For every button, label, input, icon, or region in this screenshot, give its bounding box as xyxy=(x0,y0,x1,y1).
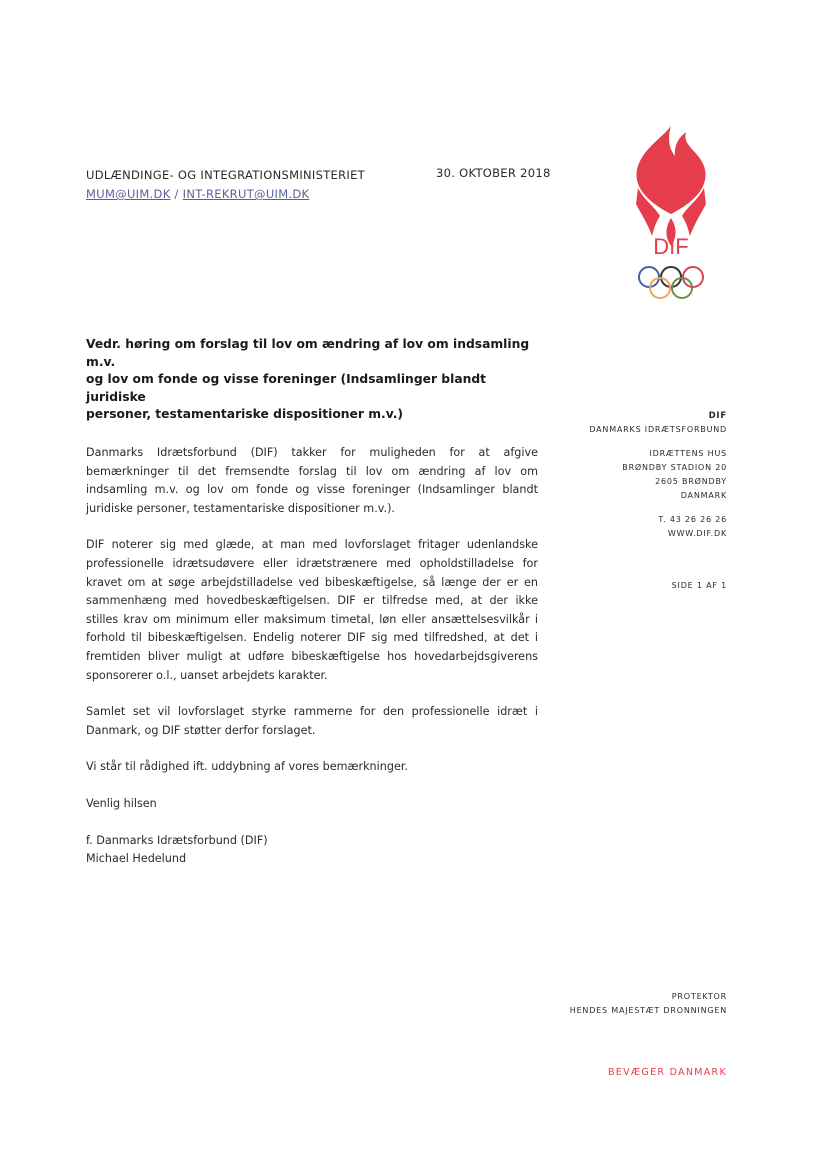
sender-org-full: DANMARKS IDRÆTSFORBUND xyxy=(589,425,727,434)
sender-address-line: DANMARK xyxy=(680,491,727,500)
page-number: SIDE 1 AF 1 xyxy=(671,581,727,590)
sender-org-short: DIF xyxy=(708,411,727,421)
email-separator: / xyxy=(174,187,179,201)
sender-phone: T. 43 26 26 26 xyxy=(658,515,727,524)
letter-subject xyxy=(86,336,546,424)
signature-name: Michael Hedelund xyxy=(86,852,187,866)
protector-name: HENDES MAJESTÆT DRONNINGEN xyxy=(569,1006,727,1015)
protector-block xyxy=(570,990,727,1018)
slogan: BEVÆGER DANMARK xyxy=(607,1067,727,1078)
recipient-block xyxy=(86,166,365,204)
body-paragraph-4: Vi står til rådighed ift. uddybning af vores bemærkninger. xyxy=(86,760,408,774)
letter-body xyxy=(86,444,538,869)
signature-org: f. Danmarks Idrætsforbund (DIF) xyxy=(86,833,268,847)
subject-line-2: og lov om fonde og visse foreninger (Indsamlinger blandt juridiske xyxy=(86,372,487,404)
letter-date: 30. OKTOBER 2018 xyxy=(436,166,551,180)
email-link-mum[interactable]: MUM@UIM.DK xyxy=(86,187,171,201)
body-paragraph-3: Samlet set vil lovforslaget styrke rammerne for den professionelle idræt i Danmark, og DIF støtter derfor forslaget. xyxy=(86,705,538,737)
sender-address-line: IDRÆTTENS HUS xyxy=(649,449,727,458)
dif-logo xyxy=(630,126,712,302)
email-link-int-rekrut[interactable]: INT-REKRUT@UIM.DK xyxy=(182,187,310,201)
body-paragraph-2: DIF noterer sig med glæde, at man med lovforslaget fritager udenlandske professionelle idrætsudøvere eller idrætstrænere med opholdstilladelse for kravet om at søge arbejdstilladelse ved bibeskæftigelse, så længe der er en sammenhæng med hovedbeskæftigelsen. DIF er tilfredse med, at der ikke stilles krav om minimum eller maksimum timetal, løn eller ansættelsesvilkår i forhold til bibeskæftigelsen. Endelig noterer DIF sig med tilfredshed, at det i fremtiden bliver muligt at udføre bibeskæftigelse hos hovedarbejdsgiverens sponsorerer o.l., uanset arbejdets karakter. xyxy=(86,538,538,682)
dif-logo-text: DIF xyxy=(653,234,689,259)
protector-title: PROTEKTOR xyxy=(671,992,727,1001)
recipient-emails xyxy=(86,185,365,204)
recipient-name: UDLÆNDINGE- OG INTEGRATIONSMINISTERIET xyxy=(86,168,365,182)
sender-web: WWW.DIF.DK xyxy=(667,529,727,538)
dif-flame-icon xyxy=(630,126,712,302)
subject-line-3: personer, testamentariske dispositioner m.v.) xyxy=(86,407,404,421)
sender-address-line: 2605 BRØNDBY xyxy=(655,477,727,486)
body-paragraph-1: Danmarks Idrætsforbund (DIF) takker for muligheden for at afgive bemærkninger til det fremsendte forslag til lov om ændring af lov om indsamling m.v. og lov om fonde og visse foreninger (Indsamlinger blandt juridiske personer, testamentariske dispositioner m.v.). xyxy=(86,446,538,515)
sender-address-line: BRØNDBY STADION 20 xyxy=(622,463,727,472)
greeting: Venlig hilsen xyxy=(86,796,157,810)
subject-line-1: Vedr. høring om forslag til lov om ændring af lov om indsamling m.v. xyxy=(86,337,530,369)
